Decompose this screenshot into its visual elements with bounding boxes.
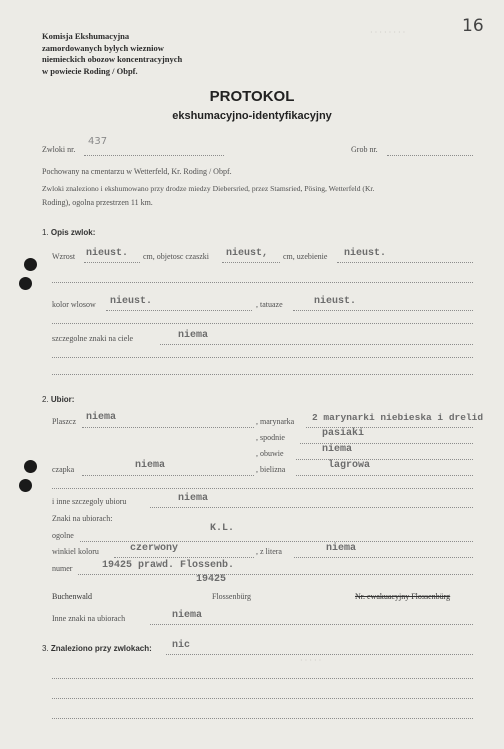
- org-line: zamordowanych bylych wiezniow: [42, 42, 164, 53]
- section3-title: Znaleziono przy zwlokach:: [50, 644, 152, 653]
- obuwie-value: niema: [322, 444, 353, 455]
- punch-hole: [24, 460, 37, 473]
- document-subtitle: ekshumacyjno-identyfikacyjny: [172, 110, 332, 122]
- znaki-ubiorach-label: Znaki na ubiorach:: [52, 514, 113, 523]
- z-litera-label: , z litera: [256, 547, 282, 556]
- obuwie-label: , obuwie: [256, 449, 284, 458]
- section3-heading: [42, 644, 152, 653]
- plaszcz-value: niema: [86, 412, 117, 423]
- ogolne-value: K.L.: [210, 523, 235, 534]
- zwloki-label: Zwloki nr.: [42, 145, 76, 154]
- section1-title: Opis zwlok:: [50, 228, 96, 237]
- section1-number: 1.: [42, 228, 49, 237]
- punch-hole: [19, 277, 32, 290]
- tatuaze-value: nieust.: [314, 296, 357, 307]
- org-line: w powiecie Roding / Obpf.: [42, 65, 138, 76]
- cm-czaszka-label: cm, objetosc czaszki: [143, 252, 209, 261]
- czaszka-value: nieust,: [226, 248, 269, 259]
- kolor-label: kolor wlosow: [52, 300, 96, 309]
- pochowany-text: Pochowany na cmentarzu w Wetterfeld, Kr. Roding / Obpf.: [42, 167, 232, 176]
- winkiel-value: czerwony: [130, 543, 179, 554]
- zwloki-value: 437: [88, 136, 108, 147]
- numer-label: numer: [52, 564, 73, 573]
- org-line: niemieckich obozow koncentracyjnych: [42, 54, 183, 64]
- grob-label: Grob nr.: [351, 145, 378, 154]
- faint-stamp: · · · · · · · ·: [370, 28, 406, 37]
- section2-number: 2.: [42, 395, 49, 404]
- bielizna-label: , bielizna: [256, 465, 286, 474]
- flossenburg-option: Flossenbürg: [212, 592, 251, 601]
- document-title: PROTOKOL: [209, 88, 295, 105]
- punch-hole: [24, 258, 37, 271]
- section3-value: nic: [172, 640, 191, 651]
- znaleziono-text-1: Zwloki znaleziono i ekshumowano przy drodze miedzy Diebersried, przez Stamsried, Pösing, Wetterfeld (Kr.: [42, 184, 375, 193]
- section3-number: 3.: [42, 644, 49, 653]
- znaki-ciele-label: szczegolne znaki na ciele: [52, 334, 134, 343]
- numer-handwritten: 19425: [196, 574, 227, 585]
- cm-uzebienie-label: cm, uzebienie: [283, 252, 328, 261]
- section2-title: Ubior:: [50, 395, 75, 404]
- z-litera-value: niema: [326, 543, 357, 554]
- czapka-value: niema: [135, 460, 166, 471]
- transport-number-label: Nr. ewakuacyjny Flossenbürg: [355, 592, 451, 601]
- section2-heading: [42, 395, 74, 404]
- plaszcz-label: Plaszcz: [52, 417, 76, 426]
- tatuaze-label: , tatuaze: [256, 300, 283, 309]
- spodnie-label: , spodnie: [256, 433, 285, 442]
- section1-heading: [42, 228, 95, 237]
- ogolne-label: ogolne: [52, 531, 74, 540]
- winkiel-label: winkiel koloru: [52, 547, 99, 556]
- inne-znaki-value: niema: [172, 610, 203, 621]
- numer-value: 19425 prawd. Flossenb.: [102, 560, 235, 571]
- marynarka-value: 2 marynarki niebieska i drelid: [312, 412, 484, 423]
- czapka-label: czapka: [52, 465, 75, 474]
- kolor-value: nieust.: [110, 296, 153, 307]
- inne-znaki-label: Inne znaki na ubiorach: [52, 614, 126, 623]
- marynarka-label: , marynarka: [256, 417, 295, 426]
- inne-szczegoly-value: niema: [178, 493, 209, 504]
- org-line: Komisja Ekshumacyjna: [42, 31, 130, 41]
- wzrost-label: Wzrost: [52, 252, 76, 261]
- uzebienie-value: nieust.: [344, 248, 387, 259]
- punch-hole: [19, 479, 32, 492]
- znaki-ciele-value: niema: [178, 330, 209, 341]
- wzrost-value: nieust.: [86, 248, 129, 259]
- spodnie-value: pasiaki: [322, 428, 365, 439]
- bielizna-value: lagrowa: [328, 460, 371, 471]
- buchenwald-option: Buchenwald: [52, 592, 92, 601]
- faint-bleed-text: · · · · ·: [300, 656, 322, 665]
- page-number: 16: [462, 16, 484, 36]
- organization-block: [42, 31, 182, 77]
- znaleziono-text-2: Roding), ogolna przestrzen 11 km.: [42, 198, 153, 207]
- inne-szczegoly-label: i inne szczegoly ubioru: [52, 497, 127, 506]
